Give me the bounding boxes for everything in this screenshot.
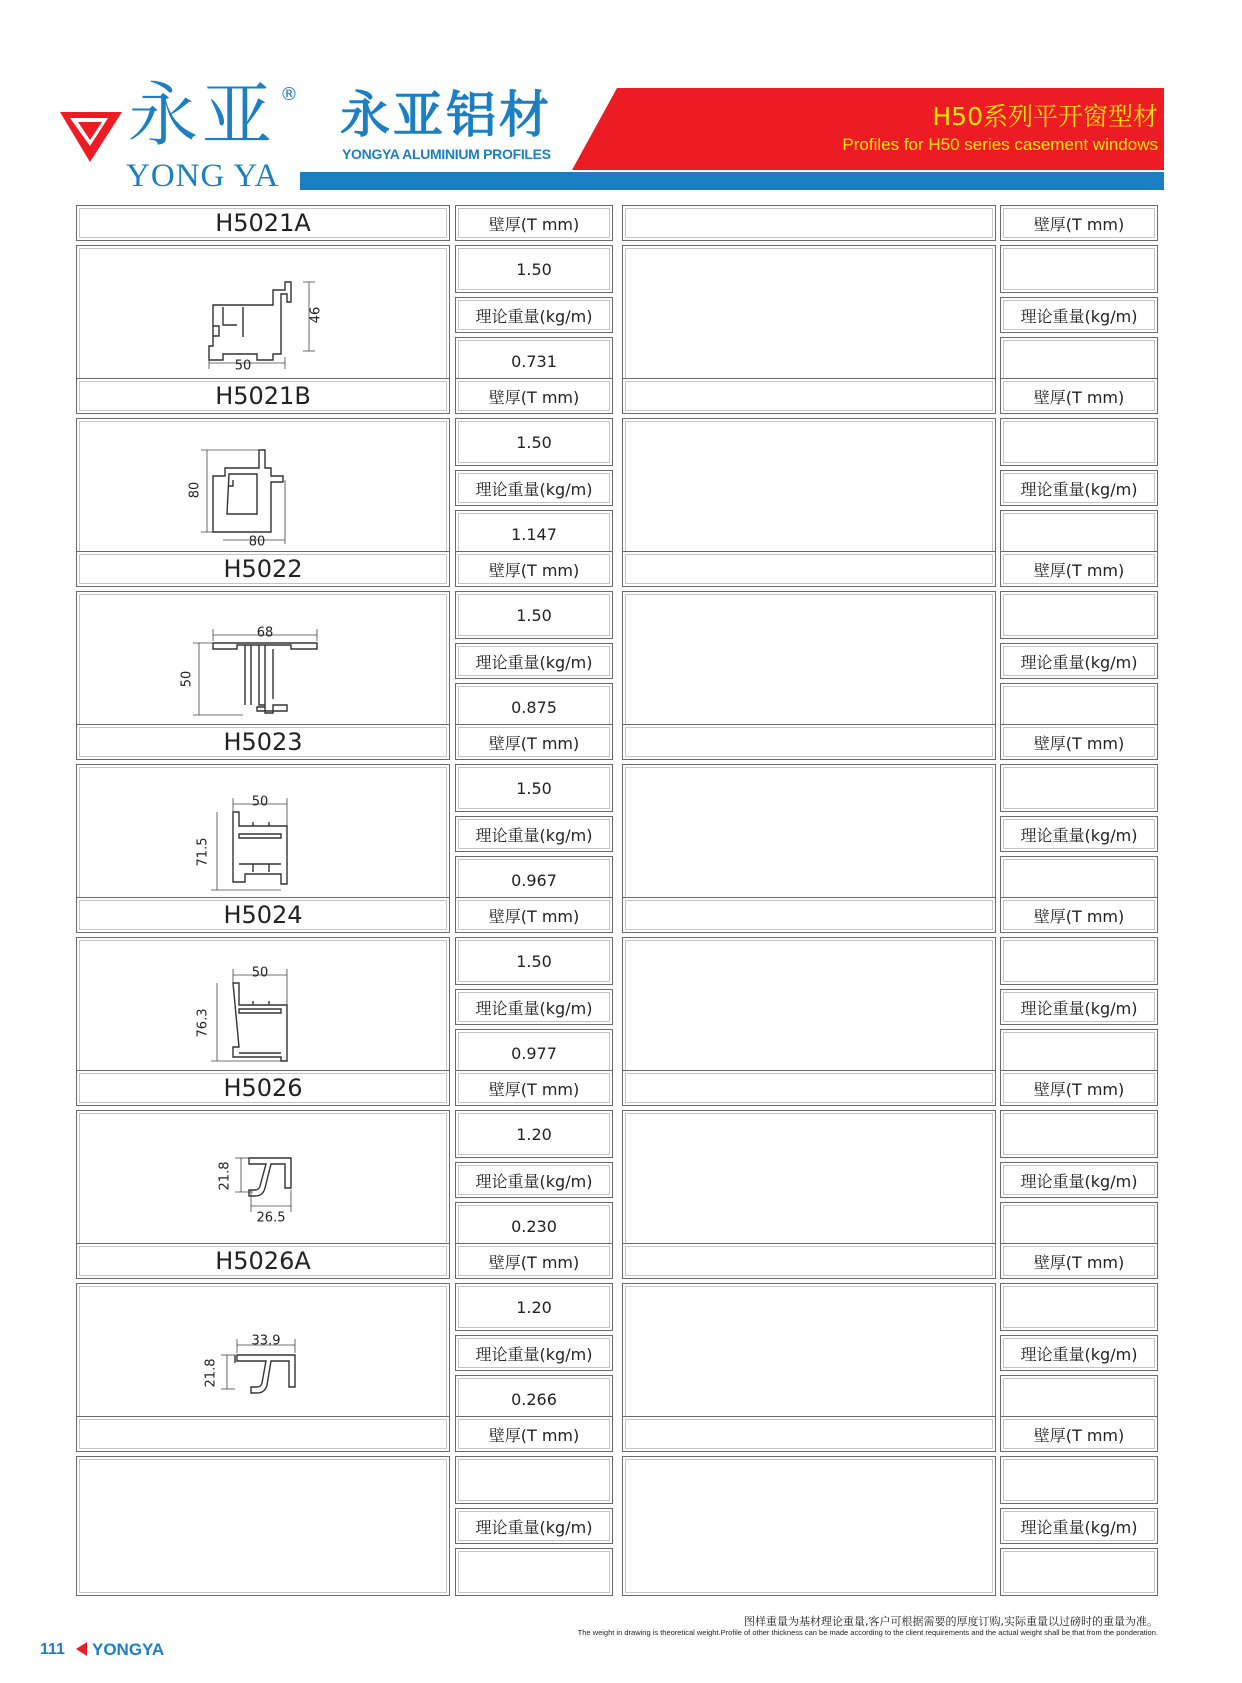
profile-6-thickness-value — [455, 1110, 613, 1158]
profile-7-blank-thickness-value — [1000, 1283, 1158, 1331]
profile-6-weight-label-text: 理论重量(kg/m) — [475, 1171, 593, 1191]
profile-3-thickness-value-text: 1.50 — [516, 605, 552, 625]
page-header — [0, 0, 1242, 200]
profile-4-blank-drawing — [622, 764, 996, 904]
profile-3-model — [76, 551, 450, 587]
page-number: 111 — [40, 1641, 65, 1658]
profile-3-thickness-label — [455, 551, 613, 587]
profile-4-blank-thickness-label-text: 壁厚(T mm) — [1033, 733, 1125, 753]
profile-4-weight-label-text: 理论重量(kg/m) — [475, 825, 593, 845]
profile-5-section-drawing — [173, 947, 353, 1067]
series-title: H50系列平开窗型材 — [932, 102, 1158, 131]
profile-5-thickness-value-text: 1.50 — [516, 951, 552, 971]
profile-4-thickness-label — [455, 724, 613, 760]
profile-2-drawing — [76, 418, 450, 558]
profile-6-thickness-label-text: 壁厚(T mm) — [488, 1079, 580, 1099]
profile-7-thickness-value — [455, 1283, 613, 1331]
profile-6-blank-thickness-label — [1000, 1070, 1158, 1106]
profile-2-width-dim: 80 — [248, 534, 266, 550]
profile-2-thickness-label-text: 壁厚(T mm) — [488, 387, 580, 407]
profile-1-section-drawing — [173, 255, 353, 375]
profile-5-blank-drawing — [622, 937, 996, 1077]
profile-4-weight-value-text: 0.967 — [511, 870, 557, 890]
profile-2-blank-weight-label-text: 理论重量(kg/m) — [1020, 479, 1138, 499]
profile-6-blank-thickness-label-text: 壁厚(T mm) — [1033, 1079, 1125, 1099]
profile-4-model — [76, 724, 450, 760]
profile-2-blank-thickness-label-text: 壁厚(T mm) — [1033, 387, 1125, 407]
profile-7-drawing — [76, 1283, 450, 1423]
profile-2-height-dim: 80 — [187, 481, 203, 499]
profile-1-model — [76, 205, 450, 241]
profile-6-section-drawing — [173, 1120, 353, 1240]
profile-3-thickness-value — [455, 591, 613, 639]
profile-4-blank-thickness-label — [1000, 724, 1158, 760]
profile-7-blank-thickness-label-text: 壁厚(T mm) — [1033, 1252, 1125, 1272]
profile-5-weight-label-text: 理论重量(kg/m) — [475, 998, 593, 1018]
profile-8-blank-weight-label — [1000, 1508, 1158, 1544]
profile-8-blank-weight-label-text: 理论重量(kg/m) — [1020, 1517, 1138, 1537]
profile-4-thickness-label-text: 壁厚(T mm) — [488, 733, 580, 753]
profile-8-blank-thickness-value — [1000, 1456, 1158, 1504]
profile-4-blank-weight-label-text: 理论重量(kg/m) — [1020, 825, 1138, 845]
profile-6-blank-model — [622, 1070, 996, 1106]
profile-1-blank-weight-label — [1000, 297, 1158, 333]
profile-1-width-dim: 50 — [234, 358, 252, 374]
profile-2-blank-thickness-label — [1000, 378, 1158, 414]
profile-2-weight-label-text: 理论重量(kg/m) — [475, 479, 593, 499]
profile-1-blank-drawing — [622, 245, 996, 385]
profile-2-weight-value-text: 1.147 — [511, 524, 557, 544]
profile-6-width-dim: 26.5 — [256, 1210, 286, 1226]
profile-5-blank-weight-label — [1000, 989, 1158, 1025]
profile-7-height-dim: 21.8 — [203, 1358, 219, 1388]
profile-2-weight-label — [455, 470, 613, 506]
profile-4-blank-weight-label — [1000, 816, 1158, 852]
profile-8-drawing — [76, 1456, 450, 1596]
profile-8-thickness-value — [455, 1456, 613, 1504]
profile-3-blank-thickness-label — [1000, 551, 1158, 587]
profile-3-blank-thickness-value — [1000, 591, 1158, 639]
profile-7-blank-thickness-label — [1000, 1243, 1158, 1279]
profile-7-model — [76, 1243, 450, 1279]
profile-1-weight-value-text: 0.731 — [511, 351, 557, 371]
profile-1-blank-thickness-label-text: 壁厚(T mm) — [1033, 214, 1125, 234]
profile-2-thickness-value — [455, 418, 613, 466]
profile-8-thickness-label — [455, 1416, 613, 1452]
profile-3-width-dim: 68 — [256, 625, 274, 641]
profile-2-section-drawing — [173, 428, 353, 548]
profile-3-blank-weight-label — [1000, 643, 1158, 679]
profile-4-section-drawing — [173, 774, 353, 894]
weight-note-english: The weight in drawing is theoretical weight.Profile of other thickness can be made according to the client requirements and the actual weight shall be that from the ponderation. — [577, 1628, 1158, 1637]
profile-7-blank-model — [622, 1243, 996, 1279]
profile-5-thickness-value — [455, 937, 613, 985]
profile-4-blank-thickness-value — [1000, 764, 1158, 812]
profile-5-blank-thickness-label-text: 壁厚(T mm) — [1033, 906, 1125, 926]
profile-1-thickness-value — [455, 245, 613, 293]
profile-2-thickness-label — [455, 378, 613, 414]
yongya-logo-icon — [60, 112, 122, 162]
profile-5-thickness-label-text: 壁厚(T mm) — [488, 906, 580, 926]
profile-1-thickness-value-text: 1.50 — [516, 259, 552, 279]
logo-chinese: 永亚 — [128, 74, 276, 156]
brand-title: 永亚铝材 — [340, 86, 552, 144]
profile-6-model — [76, 1070, 450, 1106]
profile-5-blank-model — [622, 897, 996, 933]
page-arrow-icon — [76, 1642, 87, 1656]
profile-7-section-drawing — [173, 1293, 353, 1413]
profile-4-model-text: H5023 — [223, 728, 303, 756]
profile-6-blank-weight-label-text: 理论重量(kg/m) — [1020, 1171, 1138, 1191]
profile-1-model-text: H5021A — [215, 209, 311, 237]
profile-2-model — [76, 378, 450, 414]
weight-note-chinese: 图样重量为基材理论重量,客户可根据需要的厚度订购,实际重量以过磅时的重量为准。 — [744, 1615, 1158, 1628]
profile-8-thickness-label-text: 壁厚(T mm) — [488, 1425, 580, 1445]
profile-2-blank-weight-label — [1000, 470, 1158, 506]
profile-3-model-text: H5022 — [223, 555, 303, 583]
profile-7-model-text: H5026A — [215, 1247, 311, 1275]
profile-3-weight-label — [455, 643, 613, 679]
profile-1-thickness-label-text: 壁厚(T mm) — [488, 214, 580, 234]
profile-1-blank-thickness-value — [1000, 245, 1158, 293]
profile-1-blank-model — [622, 205, 996, 241]
profile-1-drawing — [76, 245, 450, 385]
profile-3-weight-value-text: 0.875 — [511, 697, 557, 717]
profile-7-thickness-label — [455, 1243, 613, 1279]
profile-8-blank-thickness-label — [1000, 1416, 1158, 1452]
profile-6-thickness-label — [455, 1070, 613, 1106]
profile-5-drawing — [76, 937, 450, 1077]
series-subtitle: Profiles for H50 series casement windows — [842, 135, 1158, 154]
profile-7-weight-label-text: 理论重量(kg/m) — [475, 1344, 593, 1364]
profile-4-weight-label — [455, 816, 613, 852]
profile-3-blank-thickness-label-text: 壁厚(T mm) — [1033, 560, 1125, 580]
profile-2-blank-model — [622, 378, 996, 414]
profile-3-blank-weight-label-text: 理论重量(kg/m) — [1020, 652, 1138, 672]
profile-3-drawing — [76, 591, 450, 731]
profile-7-thickness-label-text: 壁厚(T mm) — [488, 1252, 580, 1272]
profile-2-blank-drawing — [622, 418, 996, 558]
profile-4-drawing — [76, 764, 450, 904]
profile-5-weight-label — [455, 989, 613, 1025]
profile-5-blank-thickness-label — [1000, 897, 1158, 933]
profile-7-blank-weight-label-text: 理论重量(kg/m) — [1020, 1344, 1138, 1364]
profile-6-weight-value-text: 0.230 — [511, 1216, 557, 1236]
profile-8-blank-drawing — [622, 1456, 996, 1596]
profile-1-weight-label — [455, 297, 613, 333]
profile-5-blank-thickness-value — [1000, 937, 1158, 985]
profile-3-section-drawing — [173, 601, 353, 721]
profile-1-blank-thickness-label — [1000, 205, 1158, 241]
profile-6-blank-weight-label — [1000, 1162, 1158, 1198]
profile-7-weight-label — [455, 1335, 613, 1371]
logo-english: YONG YA — [126, 158, 280, 194]
profile-5-model-text: H5024 — [223, 901, 303, 929]
profile-6-blank-thickness-value — [1000, 1110, 1158, 1158]
profile-5-model — [76, 897, 450, 933]
profile-4-height-dim: 71.5 — [195, 837, 211, 867]
profile-7-weight-value-text: 0.266 — [511, 1389, 557, 1409]
profile-7-blank-weight-label — [1000, 1335, 1158, 1371]
profile-2-thickness-value-text: 1.50 — [516, 432, 552, 452]
profile-6-model-text: H5026 — [223, 1074, 303, 1102]
footer-brand: YONGYA — [92, 1640, 165, 1659]
profile-4-width-dim: 50 — [251, 794, 269, 810]
profile-8-weight-label-text: 理论重量(kg/m) — [475, 1517, 593, 1537]
profile-3-blank-model — [622, 551, 996, 587]
registered-mark: ® — [280, 84, 298, 105]
profile-8-blank-thickness-label-text: 壁厚(T mm) — [1033, 1425, 1125, 1445]
header-blue-stripe — [300, 172, 1164, 190]
profile-8-blank-model — [622, 1416, 996, 1452]
profile-6-drawing — [76, 1110, 450, 1250]
profile-3-blank-drawing — [622, 591, 996, 731]
brand-subtitle: YONGYA ALUMINIUM PROFILES — [342, 146, 551, 162]
profile-5-weight-value-text: 0.977 — [511, 1043, 557, 1063]
profile-5-blank-weight-label-text: 理论重量(kg/m) — [1020, 998, 1138, 1018]
profile-2-model-text: H5021B — [215, 382, 311, 410]
profile-6-weight-label — [455, 1162, 613, 1198]
profile-7-thickness-value-text: 1.20 — [516, 1297, 552, 1317]
profile-3-height-dim: 50 — [179, 670, 195, 688]
profile-6-height-dim: 21.8 — [217, 1161, 233, 1191]
profile-6-blank-drawing — [622, 1110, 996, 1250]
profile-8-model — [76, 1416, 450, 1452]
profile-1-thickness-label — [455, 205, 613, 241]
profile-6-thickness-value-text: 1.20 — [516, 1124, 552, 1144]
profile-3-weight-label-text: 理论重量(kg/m) — [475, 652, 593, 672]
profile-1-height-dim: 46 — [308, 306, 324, 324]
profile-5-height-dim: 76.3 — [195, 1008, 211, 1038]
profile-2-blank-thickness-value — [1000, 418, 1158, 466]
profile-1-blank-weight-label-text: 理论重量(kg/m) — [1020, 306, 1138, 326]
profile-7-blank-drawing — [622, 1283, 996, 1423]
profile-4-thickness-value-text: 1.50 — [516, 778, 552, 798]
profile-8-weight-label — [455, 1508, 613, 1544]
profile-1-weight-label-text: 理论重量(kg/m) — [475, 306, 593, 326]
profile-7-width-dim: 33.9 — [251, 1333, 281, 1349]
profile-5-thickness-label — [455, 897, 613, 933]
profile-3-thickness-label-text: 壁厚(T mm) — [488, 560, 580, 580]
profile-8-blank-weight-value — [1000, 1548, 1158, 1596]
profile-4-blank-model — [622, 724, 996, 760]
profile-8-weight-value — [455, 1548, 613, 1596]
profile-5-width-dim: 50 — [251, 965, 269, 981]
profile-4-thickness-value — [455, 764, 613, 812]
